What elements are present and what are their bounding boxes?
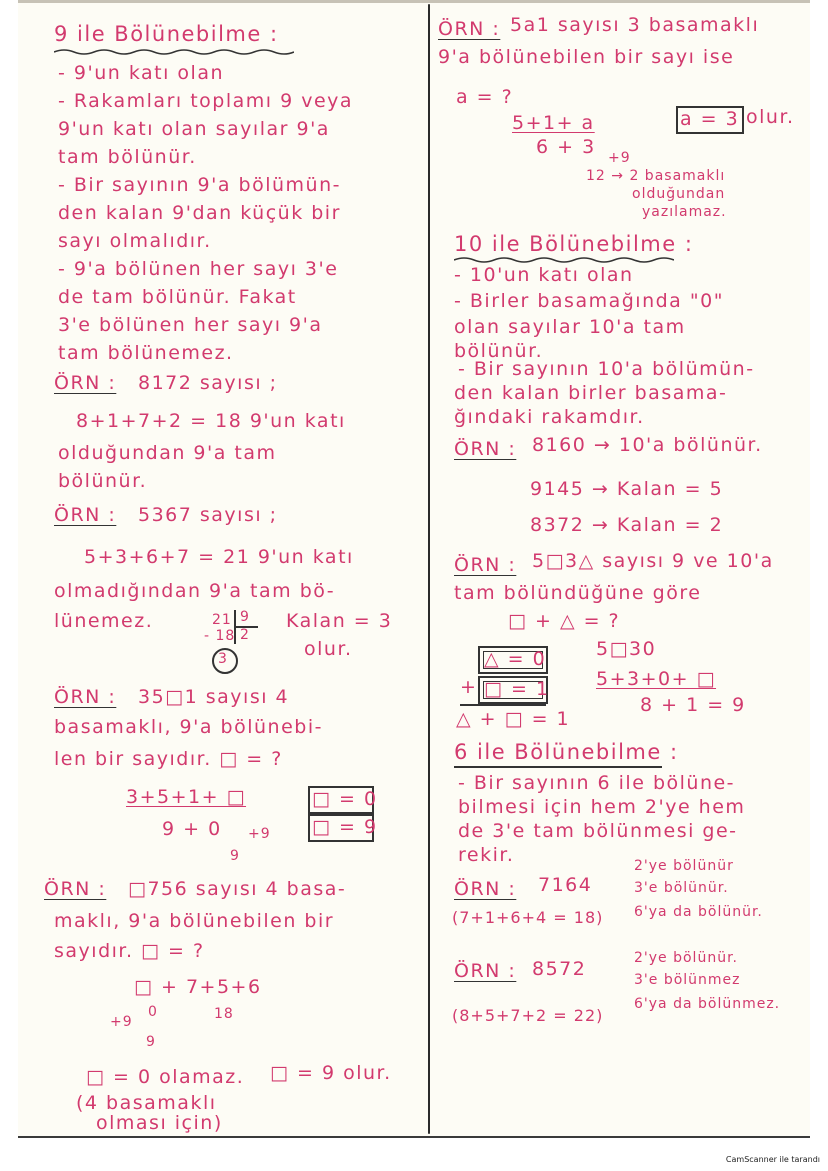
result-line: 2'ye bölünür bbox=[634, 858, 734, 874]
remainder-olur: olur. bbox=[304, 638, 353, 660]
example-question: a = ? bbox=[456, 86, 514, 108]
rule-line: den kalan 9'dan küçük bir bbox=[58, 202, 341, 224]
example-text: bölünür. bbox=[58, 470, 148, 492]
result-line: 6'ya da bölünür. bbox=[634, 904, 763, 920]
example-title: 5a1 sayısı 3 basamaklı bbox=[510, 14, 760, 36]
example-text: tam bölündüğüne göre bbox=[454, 582, 702, 604]
example-title: 35□1 sayısı 4 bbox=[138, 686, 290, 708]
example-line: 8372 → Kalan = 2 bbox=[530, 514, 724, 536]
long-division-remainder: 3 bbox=[218, 651, 228, 667]
example-sum-2: 9 + 0 bbox=[162, 818, 222, 840]
long-division-subtract: - 18 bbox=[204, 628, 236, 644]
note: (4 basamaklı bbox=[76, 1092, 217, 1114]
plus-nine: +9 bbox=[608, 150, 631, 166]
title-underline bbox=[54, 48, 294, 56]
result-line: 2'ye bölünür. bbox=[634, 950, 738, 966]
title-divisibility-10: 10 ile Bölünebilme : bbox=[454, 232, 694, 256]
title-underline bbox=[454, 256, 674, 264]
number: 5□30 bbox=[596, 638, 657, 660]
answer-box-value: △ = 0 bbox=[484, 648, 547, 670]
page-top-edge bbox=[18, 0, 810, 3]
example-text: 9'a bölünebilen bir sayı ise bbox=[438, 46, 735, 68]
result-line: 3'e bölünür. bbox=[634, 880, 729, 896]
example-text: maklı, 9'a bölünebilen bir bbox=[54, 910, 335, 932]
digit-sum: (7+1+6+4 = 18) bbox=[452, 908, 604, 927]
long-division-quotient: 2 bbox=[240, 627, 250, 643]
rule-line: sayı olmalıdır. bbox=[58, 230, 212, 252]
rule-line: tam bölünür. bbox=[58, 146, 197, 168]
example-sum-2: 8 + 1 = 9 bbox=[640, 694, 746, 716]
column-divider bbox=[428, 4, 430, 1134]
title-divisibility-9: 9 ile Bölünebilme : bbox=[54, 22, 279, 46]
plus-nine: +9 bbox=[110, 1014, 133, 1030]
rule-line: olan sayılar 10'a tam bbox=[454, 316, 686, 338]
addition-line bbox=[460, 704, 546, 706]
rule-line: ğındaki rakamdır. bbox=[454, 406, 645, 428]
example-line: 8160 → 10'a bölünür. bbox=[532, 434, 763, 456]
answer-olur: olur. bbox=[746, 106, 795, 128]
rule-line: - 10'un katı olan bbox=[454, 264, 634, 286]
example-label: ÖRN : bbox=[54, 504, 117, 526]
example-label: ÖRN : bbox=[54, 686, 117, 708]
example-sum: 5+3+6+7 = 21 9'un katı bbox=[84, 546, 354, 568]
rule-line: - Bir sayının 6 ile bölüne- bbox=[458, 772, 736, 794]
title-underline bbox=[454, 766, 662, 768]
plus-sign: + bbox=[460, 676, 478, 698]
example-title: 8172 sayısı ; bbox=[138, 372, 278, 394]
rule-line: - 9'un katı olan bbox=[58, 62, 224, 84]
conclusion: □ = 0 olamaz. bbox=[86, 1066, 245, 1088]
answer-box-value: a = 3 bbox=[680, 108, 740, 130]
example-label: ÖRN : bbox=[454, 438, 517, 460]
example-text: basamaklı, 9'a bölünebi- bbox=[54, 716, 323, 738]
rule-line: tam bölünemez. bbox=[58, 342, 234, 364]
number: 7164 bbox=[538, 874, 593, 896]
example-label: ÖRN : bbox=[438, 18, 501, 40]
option-zero: 0 bbox=[148, 1004, 158, 1020]
rule-line: bilmesi için hem 2'ye hem bbox=[458, 796, 746, 818]
digit-sum: (8+5+7+2 = 22) bbox=[452, 1006, 604, 1025]
title-divisibility-6: 6 ile Bölünebilme : bbox=[454, 740, 679, 764]
example-sum: 3+5+1+ □ bbox=[126, 786, 247, 808]
rule-line: - Bir sayının 9'a bölümün- bbox=[58, 174, 341, 196]
notebook-page bbox=[18, 0, 810, 1138]
note: olduğundan bbox=[632, 186, 726, 202]
scanner-watermark: CamScanner ile tarandı bbox=[725, 1155, 820, 1164]
example-sum: 5+1+ a bbox=[512, 112, 595, 134]
answer-result: △ + □ = 1 bbox=[456, 708, 571, 730]
example-label: ÖRN : bbox=[54, 372, 117, 394]
conclusion: □ = 9 olur. bbox=[270, 1062, 392, 1084]
option-nine: 9 bbox=[146, 1034, 156, 1050]
example-sum: 5+3+0+ □ bbox=[596, 668, 717, 690]
example-line: 9145 → Kalan = 5 bbox=[530, 478, 724, 500]
answer-box-value: □ = 1 bbox=[484, 678, 550, 700]
rule-line: - Bir sayının 10'a bölümün- bbox=[458, 358, 755, 380]
example-text: olduğundan 9'a tam bbox=[58, 442, 277, 464]
result-line: 3'e bölünmez bbox=[634, 972, 741, 988]
example-sum-2: 6 + 3 bbox=[536, 136, 596, 158]
example-title: 5367 sayısı ; bbox=[138, 504, 278, 526]
example-label: ÖRN : bbox=[44, 878, 107, 900]
rule-line: - Birler basamağında "0" bbox=[454, 290, 724, 312]
example-text: olmadığından 9'a tam bö- bbox=[54, 580, 336, 602]
rule-line: de tam bölünür. Fakat bbox=[58, 286, 297, 308]
rule-line: bölünür. bbox=[454, 340, 544, 362]
rule-line: den kalan birler basama- bbox=[454, 382, 728, 404]
example-label: ÖRN : bbox=[454, 878, 517, 900]
note: yazılamaz. bbox=[642, 204, 727, 220]
sum-total: 18 bbox=[214, 1006, 234, 1022]
note: olması için) bbox=[96, 1112, 223, 1134]
example-text: len bir sayıdır. □ = ? bbox=[54, 748, 283, 770]
remainder-text: Kalan = 3 bbox=[286, 610, 393, 632]
long-division-dividend: 21 bbox=[212, 612, 232, 628]
example-sum: 8+1+7+2 = 18 9'un katı bbox=[76, 410, 346, 432]
plus-nine: +9 bbox=[248, 826, 271, 842]
rule-line: - Rakamları toplamı 9 veya bbox=[58, 90, 354, 112]
rule-line: 9'un katı olan sayılar 9'a bbox=[58, 118, 330, 140]
long-division-divisor: 9 bbox=[240, 609, 250, 625]
rule-line: de 3'e tam bölünmesi ge- bbox=[458, 820, 738, 842]
answer-box-value: □ = 9 bbox=[312, 816, 378, 838]
number: 8572 bbox=[532, 958, 587, 980]
sum-result: 9 bbox=[230, 848, 240, 864]
example-label: ÖRN : bbox=[454, 960, 517, 982]
example-label: ÖRN : bbox=[454, 554, 517, 576]
rule-line: - 9'a bölünen her sayı 3'e bbox=[58, 258, 339, 280]
example-question: □ + △ = ? bbox=[508, 610, 621, 632]
example-text: sayıdır. □ = ? bbox=[54, 940, 205, 962]
result-line: 6'ya da bölünmez. bbox=[634, 996, 781, 1012]
example-sum: □ + 7+5+6 bbox=[134, 976, 262, 998]
rule-line: rekir. bbox=[458, 844, 515, 866]
answer-box-value: □ = 0 bbox=[312, 788, 378, 810]
note: 12 → 2 basamaklı bbox=[586, 168, 726, 184]
example-title: 5□3△ sayısı 9 ve 10'a bbox=[532, 550, 774, 572]
rule-line: 3'e bölünen her sayı 9'a bbox=[58, 314, 323, 336]
example-text: lünemez. bbox=[54, 610, 154, 632]
example-title: □756 sayısı 4 basa- bbox=[128, 878, 347, 900]
